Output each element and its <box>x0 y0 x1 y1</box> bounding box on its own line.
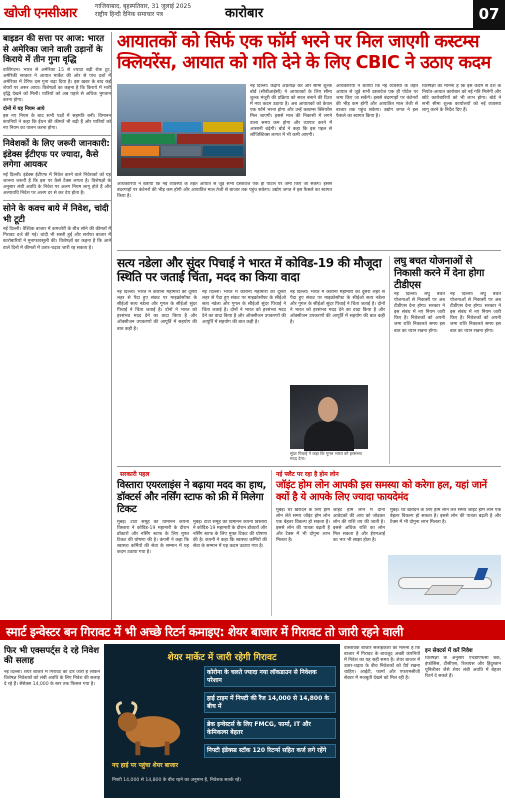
market-card-4 <box>204 744 336 758</box>
ai-story-body-col2: नई दिल्ली। भारत में कोरोना महामारी की दूसरी लहर से पैदा हुए संकट पर माइक्रोसॉफ्ट के सीईओ सत्य नडेला और गूगल के सीईओ सुंदर पिचाई ने चिंता जताई है। दोनों ने भारत को हरसंभव मदद देने का वादा किया है और ऑक्सीजन उपकरणों की आपूर्ति में सहयोग की बात कही है। <box>202 290 286 326</box>
homeloan-body-col1: मुंबई। घर खरीदने के लिए होम लोन लेते समय जॉइंट होम लोन एक बेहतर विकल्प हो सकता है। इससे लोन की पात्रता बढ़ती है और टैक्स में भी दोगुना लाभ मिलता है। <box>276 508 330 544</box>
bottom-left-body: नई दिल्ली। शेयर बाजार में गिरावट का दौर जारी है लेकिन विशेषज्ञ निवेशकों को लंबी अवधि के लिए निवेश की सलाह दे रहे हैं। सेंसेक्स 14,000 के स्तर तक फिसल गया है। <box>4 670 100 688</box>
bottom-banner <box>0 620 505 640</box>
lead-body-col2: अधिकारियों ने बताया कि नई व्यवस्था के तहत आयात से जुड़े सभी दस्तावेज एक ही पोर्टल पर जमा किए जा सकेंगे। इससे बंदरगाहों पर कंटेनरों की भीड़ कम होगी और आयातित माल तेजी से बाजार तक पहुंच सकेगा। उद्योग जगत ने इस फैसले का स्वागत किया है। <box>336 84 418 120</box>
market-card-3-text: ब्रेक इन्वेस्टर्स के लिए FMCG, फार्मा, IT और केमिकल्स बेहतर <box>207 721 311 736</box>
port-containers-photo <box>117 84 246 176</box>
lead-body-lower: अधिकारियों ने बताया कि नई व्यवस्था के तहत आयात से जुड़े सभी दस्तावेज एक ही पोर्टल पर जमा किए जा सकेंगे। इससे बंदरगाहों पर कंटेनरों की भीड़ कम होगी और आयातित माल तेजी से बाजार तक पहुंच सकेगा। उद्योग जगत ने इस फैसले का स्वागत किया है। <box>117 182 332 200</box>
market-card-4-text: निफ्टी इंडेक्स्ड स्टॉक 120 रिटर्न्स सहित कर्ज लगे रहेंगे <box>207 747 327 754</box>
newspaper-logo: खोजी एनसीआर <box>4 6 77 21</box>
market-graphic <box>104 644 340 798</box>
divider <box>271 470 272 616</box>
homeloan-body-col3: मुंबई। घर खरीदने के लिए होम लोन लेते समय जॉइंट होम लोन एक बेहतर विकल्प हो सकता है। इससे लोन की पात्रता बढ़ती है और टैक्स में भी दोगुना लाभ मिलता है। <box>390 508 501 526</box>
bottom-right-subhead: इन सेक्टर्स में करें निवेश <box>425 648 473 654</box>
executive-photo <box>290 385 368 449</box>
vistara-headline[interactable]: विस्तारा एयरलाइंस ने बढ़ाया मदद का हाथ, डॉक्टर्स और नर्सिंग स्टाफ को फ्री में मिलेगा टिकट <box>117 480 267 515</box>
divider <box>3 135 111 136</box>
person-torso <box>304 421 354 451</box>
left-story1-headline[interactable]: बाइडन की सत्ता पर आज: भारत से अमेरिका जाने वाली उड़ानों के किराये में तीन गुना वृद्धि <box>3 34 105 65</box>
market-card-2-text: हाई टाइम में निफ्टी की रैंज 14,000 से 14,800 के बीच में <box>207 695 329 710</box>
person-face <box>318 397 338 422</box>
bottom-left-headline[interactable]: फिर भी एक्सपर्ट्स दे रहे निवेश की सलाह <box>4 646 100 666</box>
vistara-body-col2: मुंबई। टाटा समूह की विमानन कंपनी विस्तारा ने कोविड-19 महामारी के दौरान डॉक्टरों और नर्सिंग स्टाफ के लिए मुफ्त टिकट की घोषणा की है। कंपनी ने कहा कि स्वास्थ्य कर्मियों की सेवा के सम्मान में यह कदम उठाया गया है। <box>193 520 267 550</box>
date-text: गाजियाबाद, बृहस्पतिवार, 31 जुलाई 2025 <box>95 3 192 10</box>
lead-body-col3: विशेषज्ञों का मानना है कि इस कदम से देश के निर्यात-आयात कारोबार को नई गति मिलेगी और छोटे कारोबारियों को भी लाभ होगा। बोर्ड ने सभी सीमा शुल्क कार्यालयों को नई व्यवस्था लागू करने के निर्देश दिए हैं। <box>422 84 501 114</box>
ai-story-body-col3: नई दिल्ली। भारत में कोरोना महामारी की दूसरी लहर से पैदा हुए संकट पर माइक्रोसॉफ्ट के सीईओ सत्य नडेला और गूगल के सीईओ सुंदर पिचाई ने चिंता जताई है। दोनों ने भारत को हरसंभव मदद देने का वादा किया है और ऑक्सीजन उपकरणों की आपूर्ति में सहयोग की बात कही है। <box>290 290 385 326</box>
divider <box>3 200 111 201</box>
container-shape <box>121 122 161 132</box>
left-column <box>3 32 112 620</box>
left-story1-body2: इस नए नियम के बाद सभी पक्षों में सहमति बनी। विमानन कंपनियों ने कहा कि ईंधन की कीमतें भी बढ़ी हैं और यात्रियों को नए नियम का पालन करना होगा। <box>3 114 111 132</box>
vistara-kicker: सरकारी पहल <box>120 471 150 478</box>
section-title: कारोबार <box>225 6 264 21</box>
left-story2-headline[interactable]: निवेशकों के लिए जरूरी जानकारी: इंडेक्स ईटीएफ पर ज्यादा, कैसे लगेगा आयकर <box>3 139 110 171</box>
tagline: राष्ट्रीय हिन्दी दैनिक समाचार पत्र <box>95 11 163 18</box>
container-shape <box>121 158 243 168</box>
market-card-3 <box>204 718 336 739</box>
bottom-right-col2 <box>425 646 501 796</box>
tds-story-body-col1: नई दिल्ली। लघु बचत योजनाओं से निकासी पर अब टीडीएस देना होगा। सरकार ने इस संबंध में नए नियम जारी किए हैं। निवेशकों को अपनी जमा राशि निकालते समय इस बात का ध्यान रखना होगा। <box>394 292 445 334</box>
lead-body-col1: नई दिल्ली। केंद्रीय अप्रत्यक्ष कर और सीमा शुल्क बोर्ड (सीबीआईसी) ने आयातकों के लिए सीमा शुल्क मंजूरी की प्रक्रिया को सरल बनाने की दिशा में नया कदम उठाया है। अब आयातकों को केवल एक फॉर्म भरना होगा और उन्हें कस्टम्स क्लियरेंस मिल जाएगी। इससे माल की निकासी में लगने वाला समय कम होगा और व्यापार करने में आसानी बढ़ेगी। बोर्ड ने कहा कि इस पहल से लॉजिस्टिक्स लागत में भी कमी आएगी। <box>250 84 332 138</box>
container-shape <box>161 146 201 156</box>
market-card-1-text: कोरोना के चलते ज्यादा नया लॉकडाउन से निवेशक परेशान <box>207 669 317 684</box>
market-graphic-title: शेयर मार्केट में जारी रहेगी गिरावट <box>167 653 277 663</box>
lead-headline-line1[interactable]: आयातकों को सिर्फ एक फॉर्म भरने पर मिल जाएगी कस्टम्स <box>117 32 480 52</box>
left-story1-subhead: दोनों में यह नियम आये <box>3 106 45 113</box>
tds-story-body-col2: नई दिल्ली। लघु बचत योजनाओं से निकासी पर अब टीडीएस देना होगा। सरकार ने इस संबंध में नए नियम जारी किए हैं। निवेशकों को अपनी जमा राशि निकालते समय इस बात का ध्यान रखना होगा। <box>450 292 501 334</box>
divider <box>389 256 390 464</box>
left-story1-body: वाशिंगटन। भारत से अमेरिका 15 से ज्यादा बड़ी रोक टूट, अमेरिकी सरकार ने आयात मार्केट की ओर से पांच दशों में अमेरिका में टैरिफ दस गुना बढ़ा दिया है। इस खबर के बाद कई शेयरों पर असर आया। विशेषज्ञों का कहना है कि किराये में भारी वृद्धि देखने को मिली। यात्रियों को अब पहले से अधिक भुगतान करना होगा। <box>3 67 111 103</box>
container-shape <box>203 122 243 132</box>
page-number: 07 <box>473 0 505 28</box>
container-shape <box>163 122 201 132</box>
homeloan-headline[interactable]: जॉइंट होम लोन आपकी इस समस्या को करेगा हल, यहां जानें क्यों है ये आपके लिए ज्यादा फायदेमंद <box>276 480 487 503</box>
photo-caption: सुंदर पिचाई ने कहा कि गूगल भारत को हरसंभव मदद देगा। <box>290 451 362 462</box>
container-shape <box>203 146 243 156</box>
homeloan-body-col2: जॉइंट होम लोन में दोनों आवेदकों की आय को जोड़कर लोन की राशि तय की जाती है। इससे अधिक राशि का लोन मिल सकता है और ईएमआई का भार भी साझा होता है। <box>333 508 385 544</box>
market-card-5: नए हाई पर पहुंचा शेयर बाजार <box>112 762 179 769</box>
bottom-right-body-col2: विशेषज्ञों के अनुसार एचडीएफसी बैंक, इंफोसिस, टीसीएस, रिलायंस और हिंदुस्तान यूनिलीवर जैसे शेयर लंबी अवधि में बेहतर रिटर्न दे सकते हैं। <box>425 656 501 680</box>
container-shape <box>177 134 243 144</box>
vistara-body-col1: मुंबई। टाटा समूह की विमानन कंपनी विस्तारा ने कोविड-19 महामारी के दौरान डॉक्टरों और नर्सिंग स्टाफ के लिए मुफ्त टिकट की घोषणा की है। कंपनी ने कहा कि स्वास्थ्य कर्मियों की सेवा के सम्मान में यह कदम उठाया गया है। <box>117 520 189 556</box>
left-story3-body: नई दिल्ली। वैश्विक बाजार में कमजोरी के बीच सोने की कीमतों में गिरावट दर्ज की गई। चांदी भी सस्ती हुई और सर्राफा बाजार में कारोबारियों ने मुनाफावसूली की। विशेषज्ञों का कहना है कि आने वाले दिनों में कीमतों में उतार-चढ़ाव जारी रह सकता है। <box>3 227 111 251</box>
airplane-photo <box>388 555 501 605</box>
container-shape <box>121 146 159 156</box>
market-footnote: निफ्टी 14,000 से 14,800 के बीच रहने का अनुमान है, निवेशक सतर्क रहें। <box>112 778 242 783</box>
ai-story-body-col1: नई दिल्ली। भारत में कोरोना महामारी की दूसरी लहर से पैदा हुए संकट पर माइक्रोसॉफ्ट के सीईओ सत्य नडेला और गूगल के सीईओ सुंदर पिचाई ने चिंता जताई है। दोनों ने भारत को हरसंभव मदद देने का वादा किया है और ऑक्सीजन उपकरणों की आपूर्ति में सहयोग की बात कही है। <box>117 290 197 332</box>
container-shape <box>121 134 175 144</box>
bull-icon <box>112 688 190 758</box>
masthead <box>0 0 505 30</box>
tds-story-headline[interactable]: लघु बचत योजनाओं से निकासी करने में देना होगा टीडीएस <box>394 256 485 291</box>
ai-story-headline[interactable]: सत्य नडेला और सुंदर पिचाई ने भारत में कोविड-19 की मौजूदा स्थिति पर जताई चिंता, मदद का किया वादा <box>117 256 382 284</box>
bottom-right-body-col1: वास्तविक बाजार सलाहकारों का मानना है कि बाजार में गिरावट के बावजूद अच्छी कंपनियों में निवेश का यह सही समय है। शेयर बाजार में उतार-चढ़ाव के बीच निवेशकों को धैर्य रखना चाहिए। आईटी, फार्मा और एफएमसीजी सेक्टर में मजबूती देखने को मिल रही है। <box>344 646 420 682</box>
homeloan-kicker: नई फ्लैट पर रहा है होम लोन <box>276 471 339 478</box>
market-card-1 <box>204 666 336 687</box>
airplane-wing <box>424 585 464 595</box>
divider <box>117 250 501 251</box>
left-story3-headline[interactable]: सोने के कवच बाये में निवेश, चांदी भी टूटी <box>3 204 109 225</box>
left-story2-body: नई दिल्ली। इंडेक्स ईटीएफ में निवेश करने वाले निवेशकों को यह जानना जरूरी है कि इस पर कैसे टैक्स लगता है। विशेषज्ञों के अनुसार लंबी अवधि के निवेश पर अलग नियम लागू होते हैं और अल्पावधि निवेश पर अलग दर से कर देय होता है। <box>3 172 111 197</box>
lead-headline-block <box>117 32 501 74</box>
market-card-2 <box>204 692 336 713</box>
lead-headline-line2[interactable]: क्लियरेंस, आयात को गति देने के लिए CBIC ने उठाए कदम <box>117 53 491 73</box>
divider <box>117 466 501 467</box>
bottom-banner-headline[interactable]: स्मार्ट इन्वेस्टर बन गिरावट में भी अच्छे रिटर्न कमाइए: शेयर बाजार में गिरावट तो जारी रहने वाली <box>6 625 404 639</box>
